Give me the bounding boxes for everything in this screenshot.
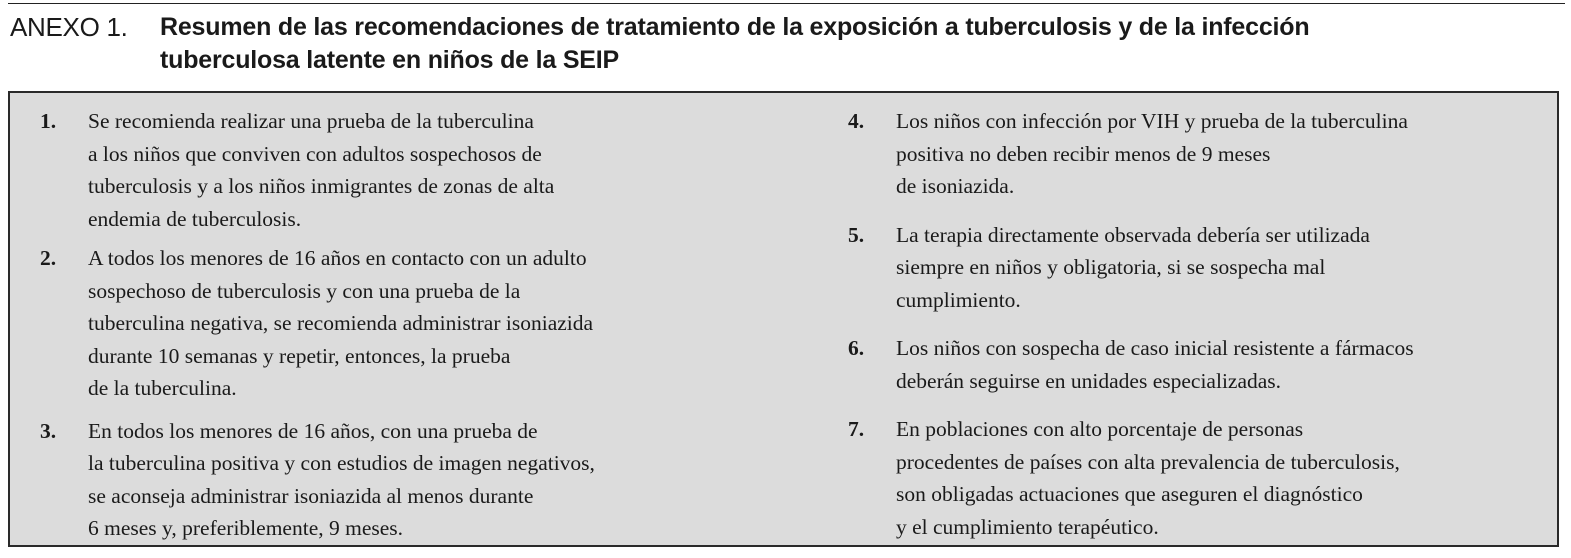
item-text [88, 415, 595, 545]
item-text-line: tuberculina negativa, se recomienda administrar isoniazida [88, 311, 594, 335]
recommendation-item-1 [40, 105, 740, 235]
item-text-line: procedentes de países con alta prevalencia de tuberculosis, [896, 449, 1400, 474]
item-text-line: En poblaciones con alto porcentaje de personas [896, 417, 1304, 441]
item-number: 7. [848, 417, 865, 441]
item-text-line: deberán seguirse en unidades especializadas. [896, 368, 1282, 393]
item-number: 5. [848, 222, 865, 247]
item-number: 1. [40, 109, 57, 133]
recommendation-item-5 [848, 219, 1554, 317]
item-text-line: de isoniazida. [896, 174, 1015, 198]
item-text [896, 105, 1408, 203]
recommendation-item-4 [848, 105, 1554, 203]
item-number: 2. [40, 246, 57, 270]
recommendations-box [8, 91, 1559, 547]
item-text [88, 105, 554, 235]
item-text-line: Se recomienda realizar una prueba de la tuberculina [88, 109, 534, 133]
recommendation-item-7 [848, 413, 1554, 543]
left-column [40, 105, 740, 545]
item-text-line: Los niños con infección por VIH y prueba de la tuberculina [896, 109, 1408, 133]
recommendation-item-6 [848, 332, 1554, 397]
item-number: 6. [848, 336, 865, 360]
item-text-line: cumplimiento. [896, 287, 1021, 312]
item-text-line: a los niños que conviven con adultos sospechosos de [88, 141, 542, 166]
item-text-line: A todos los menores de 16 años en contacto con un adulto [88, 246, 587, 270]
item-text [896, 219, 1370, 317]
item-text-line: tuberculosis y a los niños inmigrantes de zonas de alta [88, 174, 555, 198]
annex-title-line: Resumen de las recomendaciones de tratamiento de la exposición a tuberculosis y de la infección [160, 13, 1310, 41]
annex-title [160, 11, 1450, 77]
annex-title-line: tuberculosa latente en niños de la SEIP [160, 46, 619, 74]
item-text-line: de la tuberculina. [88, 376, 237, 400]
item-text [88, 242, 593, 405]
item-text-line: se aconseja administrar isoniazida al menos durante [88, 483, 534, 508]
item-text [896, 413, 1400, 543]
item-text-line: En todos los menores de 16 años, con una prueba de [88, 418, 538, 443]
annex-header [10, 11, 1490, 77]
top-rule [8, 3, 1565, 4]
item-text-line: sospechoso de tuberculosis y con una prueba de la [88, 278, 521, 303]
item-text-line: Los niños con sospecha de caso inicial resistente a fármacos [896, 336, 1414, 360]
item-text-line: positiva no deben recibir menos de 9 meses [896, 141, 1271, 166]
item-text-line: siempre en niños y obligatoria, si se sospecha mal [896, 255, 1326, 279]
item-text-line: La terapia directamente observada debería ser utilizada [896, 222, 1370, 247]
item-text-line: son obligadas actuaciones que aseguren el diagnóstico [896, 482, 1363, 506]
recommendation-item-2 [40, 242, 740, 405]
recommendation-item-3 [40, 415, 740, 545]
item-text-line: endemia de tuberculosis. [88, 206, 302, 231]
annex-label: ANEXO 1. [10, 12, 128, 42]
item-text-line: 6 meses y, preferiblemente, 9 meses. [88, 516, 404, 540]
right-column [848, 105, 1554, 543]
item-text-line: y el cumplimiento terapéutico. [896, 514, 1159, 539]
item-text-line: la tuberculina positiva y con estudios de imagen negativos, [88, 451, 595, 475]
item-number: 4. [848, 109, 865, 133]
item-text-line: durante 10 semanas y repetir, entonces, la prueba [88, 343, 511, 368]
item-text [896, 332, 1414, 397]
item-number: 3. [40, 418, 57, 443]
